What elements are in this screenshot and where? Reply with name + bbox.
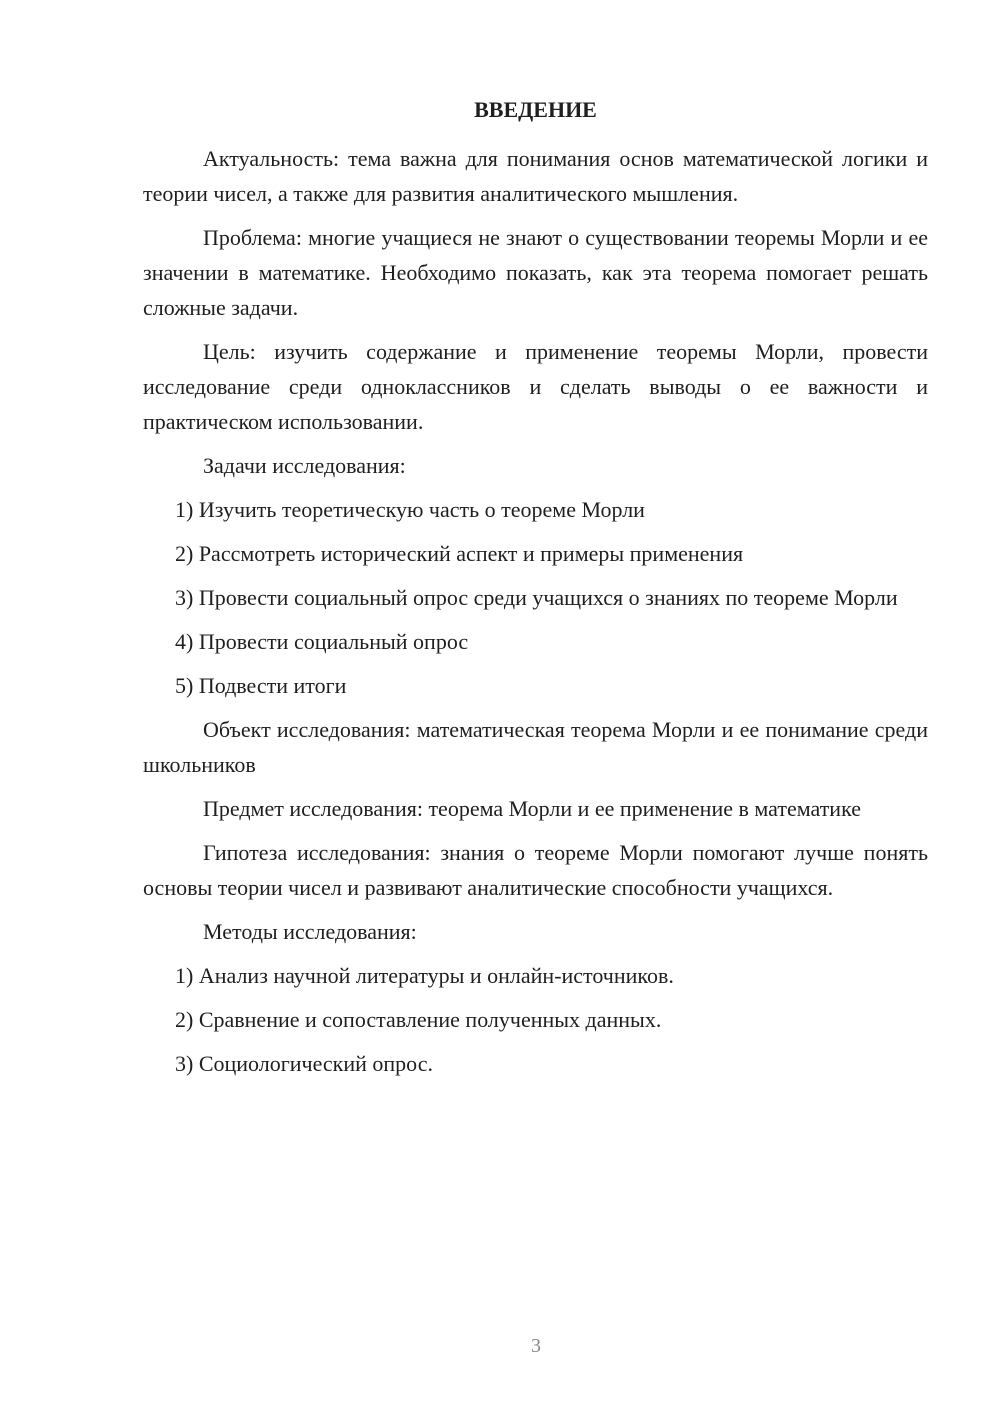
- method-item-3: 3) Социологический опрос.: [175, 1051, 433, 1076]
- task-item-1: 1) Изучить теоретическую часть о теореме Морли: [175, 497, 645, 522]
- method-item-2: 2) Сравнение и сопоставление полученных данных.: [175, 1007, 662, 1032]
- task-item-4: 4) Провести социальный опрос: [175, 629, 469, 654]
- tasks-heading: Задачи исследования:: [203, 453, 406, 478]
- research-hypothesis-paragraph: Гипотеза исследования: знания о теореме Морли помогают лучше понять основы теории чисел и развивают аналитические способности учащихся.: [143, 840, 928, 900]
- method-item-1: 1) Анализ научной литературы и онлайн-источников.: [175, 963, 674, 988]
- task-item-5: 5) Подвести итоги: [175, 673, 347, 698]
- methods-heading: Методы исследования:: [203, 919, 417, 944]
- task-item-3: 3) Провести социальный опрос среди учащихся о знаниях по теореме Морли: [175, 585, 898, 610]
- document-title: ВВЕДЕНИЕ: [474, 97, 597, 122]
- goal-paragraph: Цель: изучить содержание и применение теоремы Морли, провести исследование среди одноклассников и сделать выводы о ее важности и практическом использовании.: [143, 339, 928, 434]
- relevance-paragraph: Актуальность: тема важна для понимания основ математической логики и теории чисел, а также для развития аналитического мышления.: [143, 146, 928, 206]
- page-number: 3: [531, 1335, 541, 1357]
- research-subject-paragraph: Предмет исследования: теорема Морли и ее применение в математике: [203, 796, 861, 821]
- problem-paragraph: Проблема: многие учащиеся не знают о существовании теоремы Морли и ее значении в математике. Необходимо показать, как эта теорема помогает решать сложные задачи.: [143, 225, 928, 320]
- task-item-2: 2) Рассмотреть исторический аспект и примеры применения: [175, 541, 744, 566]
- research-object-paragraph: Объект исследования: математическая теорема Морли и ее понимание среди школьников: [143, 717, 928, 777]
- page-content: [143, 95, 928, 1090]
